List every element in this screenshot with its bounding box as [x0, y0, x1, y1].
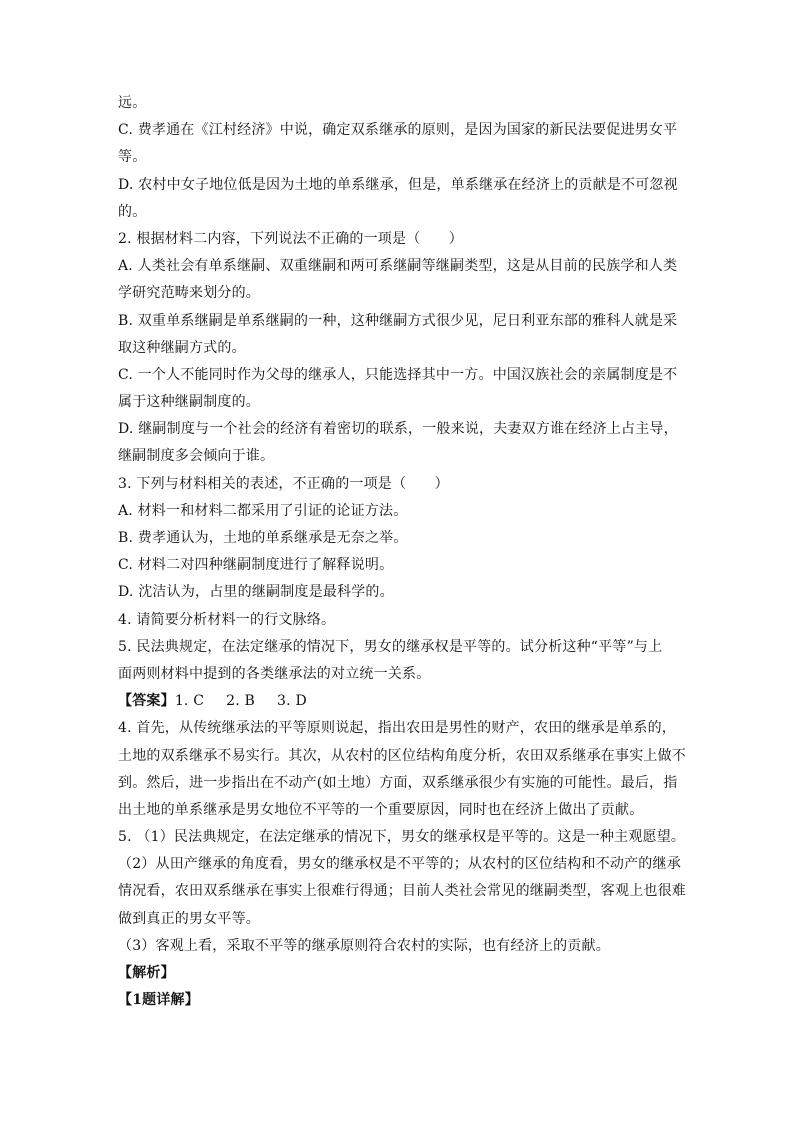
answer-text-line: 出土地的单系继承是男女地位不平等的一个重要原因，同时也在经济上做出了贡献。: [118, 801, 644, 818]
text-line: C. 材料二对四种继嗣制度进行了解释说明。: [118, 557, 394, 574]
answer-text-line: 5. （1）民法典规定，在法定继承的情况下，男女的继承权是平等的。这是一种主观愿望。: [118, 829, 686, 846]
text-line: 继嗣制度多会倾向于谁。: [118, 448, 275, 465]
text-line: B. 双重单系继嗣是单系继嗣的一种，这种继嗣方式很少见，尼日利亚东部的雅科人就是采: [118, 312, 678, 329]
text-line: 面两则材料中提到的各类继承法的对立统一关系。: [118, 665, 431, 682]
answer-text-line: （2）从田产继承的角度看，男女的继承权是不平等的；从农村的区位结构和不动产的继承: [118, 856, 681, 873]
text-line: 的。: [118, 203, 147, 220]
answer-3: 3. D: [277, 693, 307, 710]
answer-text-line: 做到真正的男女平等。: [118, 910, 260, 927]
text-line: 等。: [118, 149, 147, 166]
text-line: D. 继嗣制度与一个社会的经济有着密切的联系，一般来说，夫妻双方谁在经济上占主导，: [118, 421, 678, 438]
question-4: 4. 请简要分析材料一的行文脉络。: [118, 611, 336, 628]
text-line: A. 人类社会有单系继嗣、双重继嗣和两可系继嗣等继嗣类型，这是从目前的民族学和人类: [118, 258, 678, 275]
answer-line: [118, 688, 678, 715]
answer-2: 2. B: [226, 693, 256, 710]
text-line: 远。: [118, 95, 147, 111]
answer-label: 【答案】: [118, 693, 175, 710]
answer-text-line: 土地的双系继承不易实行。其次，从农村的区位结构角度分析，农田双系继承在事实上做不: [118, 747, 686, 764]
analysis-heading: 【解析】: [118, 965, 175, 981]
answer-text-line: 到。然后，进一步指出在不动产(如土地）方面，双系继承很少有实施的可能性。最后，指: [118, 774, 678, 791]
answer-text-line: 情况看，农田双系继承在事实上很难行得通；目前人类社会常见的继嗣类型，客观上也很难: [118, 883, 686, 900]
answer-text-line: （3）客观上看，采取不平等的继承原则符合农村的实际，也有经济上的贡献。: [118, 937, 610, 954]
text-line: C. 一个人不能同时作为父母的继承人，只能选择其中一方。中国汉族社会的亲属制度是不: [118, 366, 678, 383]
answer-1: 1. C: [174, 693, 205, 710]
question-3: 3. 下列与材料相关的表述，不正确的一项是（ ）: [118, 475, 449, 492]
question-2: 2. 根据材料二内容，下列说法不正确的一项是（ ）: [118, 230, 464, 247]
document-page: [118, 90, 686, 1014]
question-5: 5. 民法典规定，在法定继承的情况下，男女的继承权是平等的。试分析这种“平等”与上: [118, 638, 663, 655]
text-line: 取这种继嗣方式的。: [118, 339, 246, 356]
text-line: C. 费孝通在《江村经济》中说，确定双系继承的原则，是因为国家的新民法要促进男女平: [118, 122, 678, 139]
detail-heading: 【1题详解】: [118, 992, 199, 1009]
text-line: D. 农村中女子地位低是因为土地的单系继承，但是，单系继承在经济上的贡献是不可忽视: [118, 176, 678, 193]
text-line: 学研究范畴来划分的。: [118, 285, 260, 302]
text-line: 属于这种继嗣制度的。: [118, 394, 260, 411]
text-line: B. 费孝通认为，土地的单系继承是无奈之举。: [118, 530, 408, 546]
text-line: D. 沈洁认为，占里的继嗣制度是最科学的。: [118, 584, 394, 601]
answer-text-line: 4. 首先，从传统继承法的平等原则说起，指出农田是男性的财产，农田的继承是单系的，: [118, 720, 677, 737]
text-line: A. 材料一和材料二都采用了引证的论证方法。: [118, 502, 408, 519]
